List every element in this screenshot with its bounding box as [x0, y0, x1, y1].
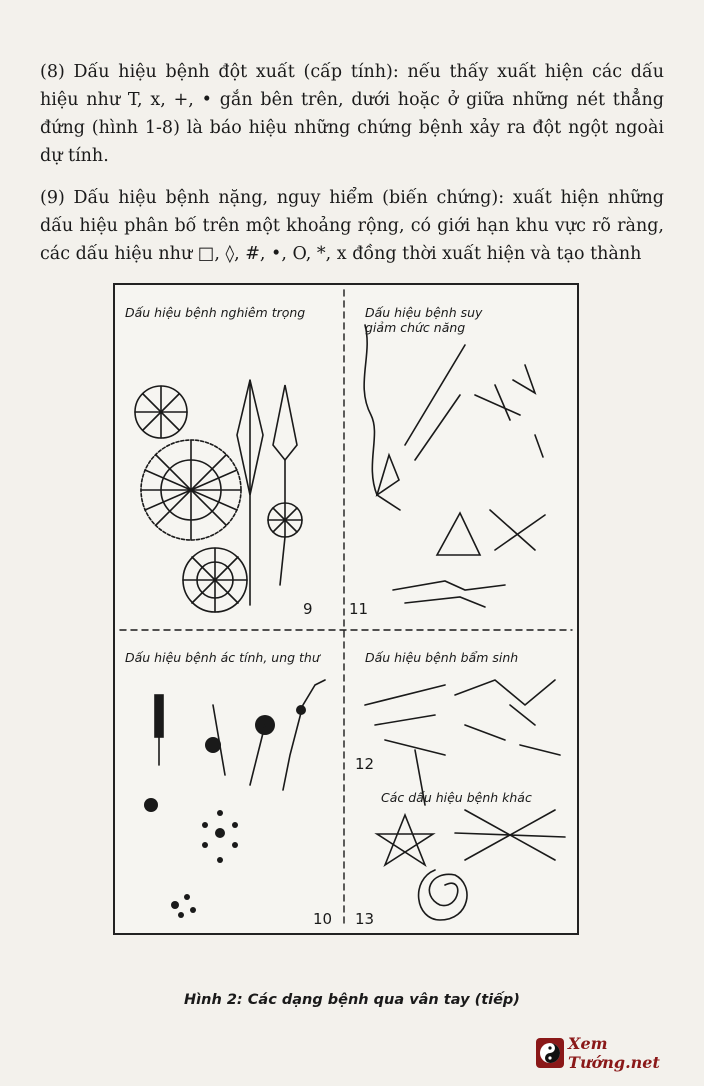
figure-drawings [115, 285, 577, 933]
panel-13-label: Các dấu hiệu bệnh khác [381, 790, 532, 805]
panel-12-label: Dấu hiệu bệnh bẩm sinh [365, 650, 519, 665]
panel-9-label: Dấu hiệu bệnh nghiêm trọng [125, 305, 306, 320]
panel-number-13: 13 [355, 910, 375, 928]
paragraph-9: (9) Dấu hiệu bệnh nặng, nguy hiểm (biến chứng): xuất hiện những dấu hiệu phân bố trên một khoảng rộng, có giới hạn khu vực rõ ràng, các dấu hiệu như □, ◊, #, •, O, *, x đồng thời xuất hiện và tạo thành [40, 187, 664, 264]
brand-name: Xem Tướng.net [568, 1034, 660, 1072]
panel-number-9: 9 [303, 600, 313, 618]
site-brand [536, 1036, 696, 1070]
paragraph-8: (8) Dấu hiệu bệnh đột xuất (cấp tính): nếu thấy xuất hiện các dấu hiệu như T, x, +, • gắn bên trên, dưới hoặc ở giữa những nét thẳng đứng (hình 1-8) là báo hiệu những chứng bệnh xảy ra đột ngột ngoài dự tính. [40, 61, 664, 166]
panel-number-10: 10 [313, 910, 333, 928]
yin-yang-icon [536, 1038, 564, 1068]
other-signs-drawing [377, 810, 565, 920]
figure-caption: Hình 2: Các dạng bệnh qua vân tay (tiếp) [184, 992, 520, 1008]
severe-signs-drawing [135, 380, 302, 612]
panel-number-11: 11 [349, 600, 369, 618]
panel-number-12: 12 [355, 755, 375, 773]
panel-11-label: Dấu hiệu bệnh suy giảm chức năng [365, 305, 483, 335]
panel-10-label: Dấu hiệu bệnh ác tính, ung thư [125, 650, 320, 665]
fingerprint-figure [113, 283, 579, 935]
malignant-signs-drawing [144, 680, 325, 918]
congenital-signs-drawing [365, 680, 560, 805]
functional-decline-drawing [364, 325, 545, 607]
